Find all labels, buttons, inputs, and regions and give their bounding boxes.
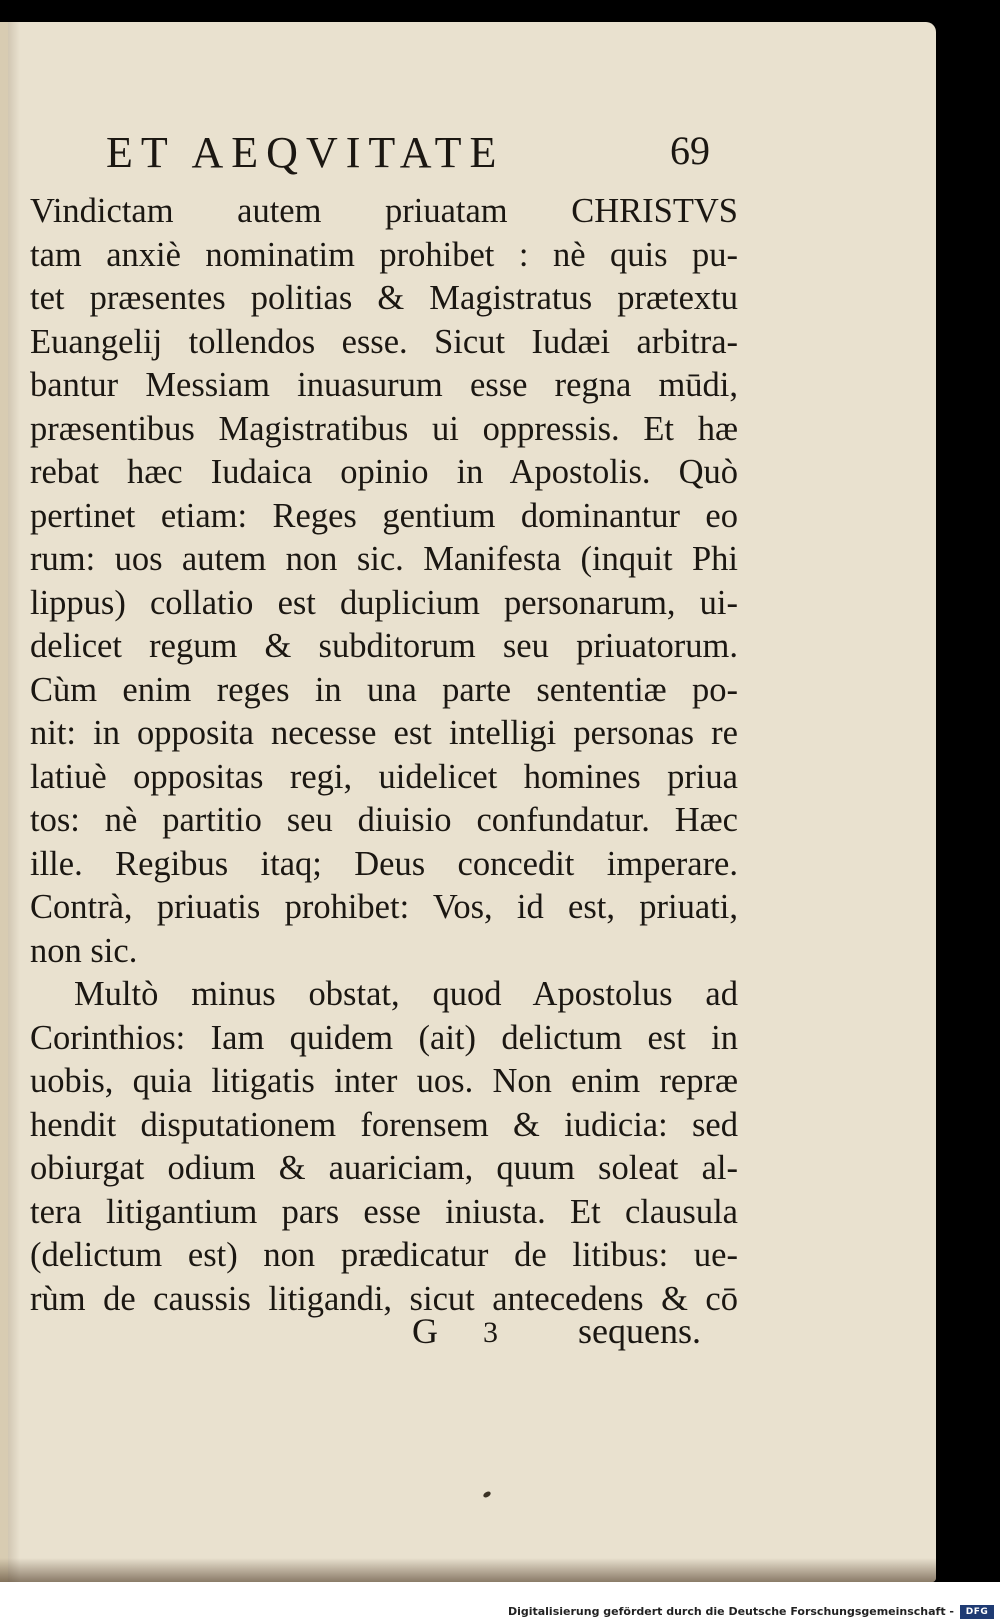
text-line: bantur Messiam inuasurum esse regna mūdi,	[30, 366, 738, 404]
text-line: pertinet etiam: Reges gentium dominantur eo	[30, 496, 738, 535]
text-line: tet præsentes politias & Magistratus prætextu	[30, 279, 738, 317]
text-line: Contrà, priuatis prohibet: Vos, id est, priuati,	[30, 888, 738, 926]
text-line: (delictum est) non prædicatur de litibus: ue-	[30, 1236, 738, 1274]
text-line: tos: nè partitio seu diuisio confundatur. Hæc	[30, 801, 738, 839]
text-line: tam anxiè nominatim prohibet : nè quis pu-	[30, 235, 738, 274]
ink-smudge	[482, 1490, 491, 1498]
text-line: Euangelij tollendos esse. Sicut Iudæi arbitra-	[30, 322, 738, 361]
text-line: uobis, quia litigatis inter uos. Non enim repræ	[30, 1062, 738, 1100]
catchword: sequens.	[578, 1311, 701, 1351]
signature-mark-number: 3	[483, 1316, 498, 1349]
text-line: obiurgat odium & auariciam, quum soleat al-	[30, 1149, 738, 1187]
page-header	[106, 127, 710, 177]
text-line: delicet regum & subditorum seu priuatorum.	[30, 627, 738, 665]
text-line: Multò minus obstat, quod Apostolus ad	[74, 975, 738, 1013]
page-footer	[0, 1310, 740, 1356]
text-line: non sic.	[30, 931, 138, 970]
book-page	[0, 22, 936, 1582]
text-line: rùm de caussis litigandi, sicut antecedens & cō	[30, 1279, 738, 1318]
text-line: nit: in opposita necesse est intelligi personas re	[30, 714, 738, 752]
dfg-logo: DFG	[960, 1605, 994, 1619]
credit-bar	[0, 1582, 1000, 1622]
text-line: Cùm enim reges in una parte sententiæ po-	[30, 670, 738, 709]
text-line: Corinthios: Iam quidem (ait) delictum est in	[30, 1018, 738, 1057]
text-line: præsentibus Magistratibus ui oppressis. Et hæ	[30, 409, 738, 448]
text-line: rebat hæc Iudaica opinio in Apostolis. Quò	[30, 453, 738, 491]
text-line: Vindictam autem priuatam CHRISTVS	[30, 192, 738, 230]
text-line: hendit disputationem forensem & iudicia: sed	[30, 1105, 738, 1144]
body-text	[30, 190, 738, 1321]
page-number: 69	[670, 128, 710, 173]
text-line: latiuè oppositas regi, uidelicet homines priua	[30, 757, 738, 796]
text-line: lippus) collatio est duplicium personarum, ui-	[30, 583, 738, 622]
signature-mark-letter: G	[412, 1311, 438, 1351]
text-line: tera litigantium pars esse iniusta. Et clausula	[30, 1192, 738, 1231]
running-head: ET AEQVITATE	[106, 128, 505, 177]
text-line: rum: uos autem non sic. Manifesta (inquit Phi	[30, 540, 738, 578]
text-line: ille. Regibus itaq; Deus concedit imperare.	[30, 844, 738, 883]
digitization-credit: Digitalisierung gefördert durch die Deutsche Forschungsgemeinschaft -	[507, 1605, 954, 1618]
